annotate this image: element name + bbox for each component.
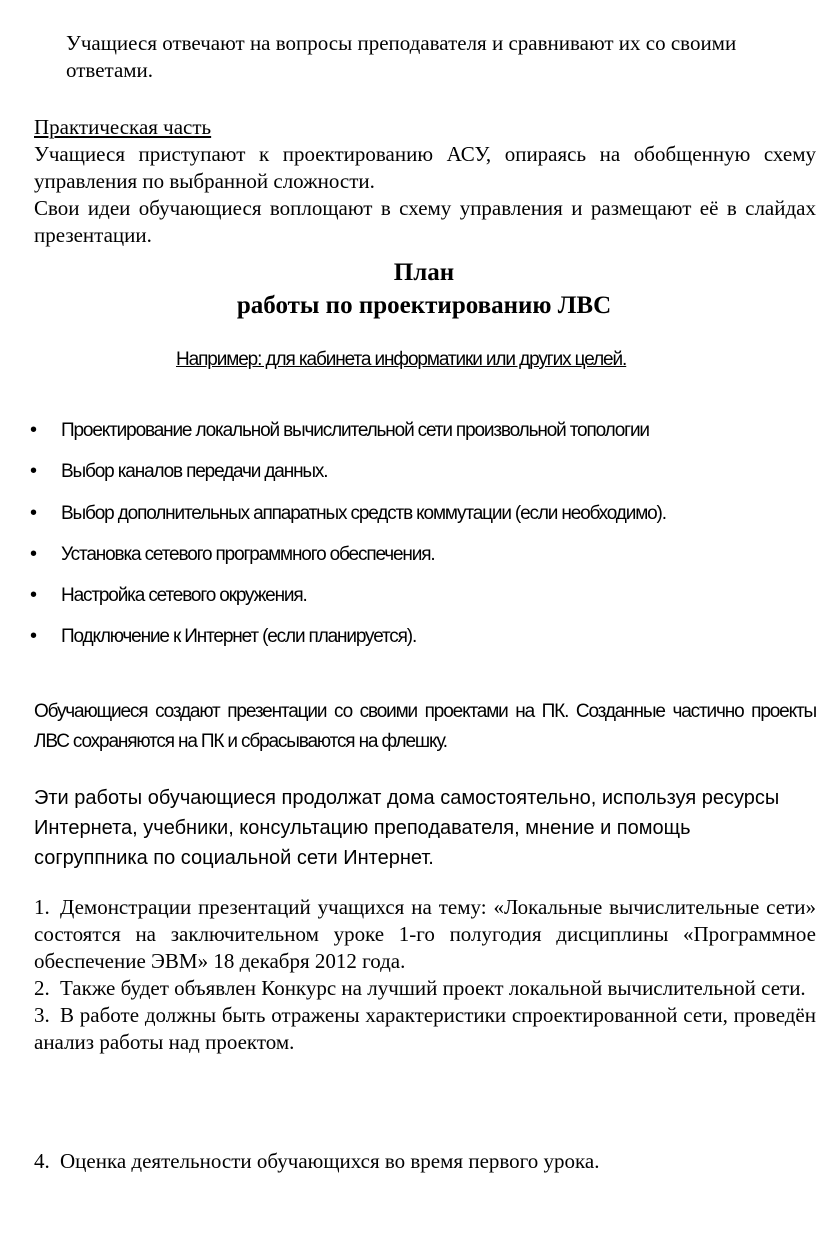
bullet-icon: • xyxy=(30,625,38,648)
practice-paragraph-1: Учащиеся приступают к проектированию АСУ, опираясь на обобщенную схему управления по выбранной сложности. xyxy=(34,142,816,193)
plan-title-line-2: работы по проектированию ЛВС xyxy=(236,292,612,319)
numbered-list xyxy=(34,894,816,1056)
plan-title xyxy=(0,256,816,322)
practice-paragraph-2: Свои идеи обучающиеся воплощают в схему управления и размещают её в слайдах презентации. xyxy=(34,196,816,247)
numbered-item xyxy=(34,894,816,975)
numbered-item xyxy=(34,1002,816,1056)
bullet-item xyxy=(30,623,816,664)
plan-bullet-list xyxy=(30,417,816,665)
bullet-icon: • xyxy=(30,419,38,441)
bullet-text: Выбор каналов передачи данных. xyxy=(61,461,328,483)
bullet-text: Выбор дополнительных аппаратных средств коммутации (если необходимо). xyxy=(61,502,666,524)
bullet-item xyxy=(30,500,816,541)
bullet-text: Установка сетевого программного обеспечения. xyxy=(61,543,435,565)
bullet-item xyxy=(30,458,816,499)
intro-paragraph: Учащиеся отвечают на вопросы преподавателя и сравнивают их со своими ответами. xyxy=(66,31,737,82)
homework-paragraph: Эти работы обучающиеся продолжат дома самостоятельно, используя ресурсы Интернета, учебники, консультацию преподавателя, мнение и помощь согруппника по социальной сети Интернет. xyxy=(34,787,780,869)
bullet-icon: • xyxy=(30,584,38,607)
item-text: Оценка деятельности обучающихся во время первого урока. xyxy=(60,1149,600,1173)
bullet-text: Настройка сетевого окружения. xyxy=(61,585,307,607)
item-text: В работе должны быть отражены характеристики спроектированной сети, проведён анализ работы над проектом. xyxy=(34,1003,816,1054)
bullet-icon: • xyxy=(30,542,38,565)
plan-title-line-1: План xyxy=(393,259,455,286)
practice-section xyxy=(34,141,816,249)
final-item xyxy=(34,1148,599,1175)
item-text: Демонстрации презентаций учащихся на тему: «Локальные вычислительные сети» состоятся на заключительном уроке 1-го полугодия дисциплины «Программное обеспечение ЭВМ» 18 декабря 2012 года. xyxy=(34,895,816,973)
practice-heading: Практическая часть xyxy=(34,115,212,139)
numbered-item xyxy=(34,975,816,1002)
bullet-text: Подключение к Интернет (если планируется). xyxy=(61,626,417,648)
item-number: 1. xyxy=(34,895,50,919)
bullet-item xyxy=(30,417,816,458)
bullet-icon: • xyxy=(30,501,38,524)
plan-example: Например: для кабинета информатики или других целей. xyxy=(176,349,627,370)
bullet-text: Проектирование локальной вычислительной сети произвольной топологии xyxy=(61,420,649,441)
item-number: 2. xyxy=(34,976,50,1000)
item-number: 3. xyxy=(34,1003,50,1027)
item-text: Также будет объявлен Конкурс на лучший проект локальной вычислительной сети. xyxy=(60,976,806,1000)
item-number: 4. xyxy=(34,1149,50,1173)
create-presentations-paragraph: Обучающиеся создают презентации со своими проектами на ПК. Созданные частично проекты ЛВС сохраняются на ПК и сбрасываются на флешку. xyxy=(34,701,816,752)
bullet-item xyxy=(30,541,816,582)
bullet-item xyxy=(30,582,816,623)
bullet-icon: • xyxy=(30,460,38,483)
